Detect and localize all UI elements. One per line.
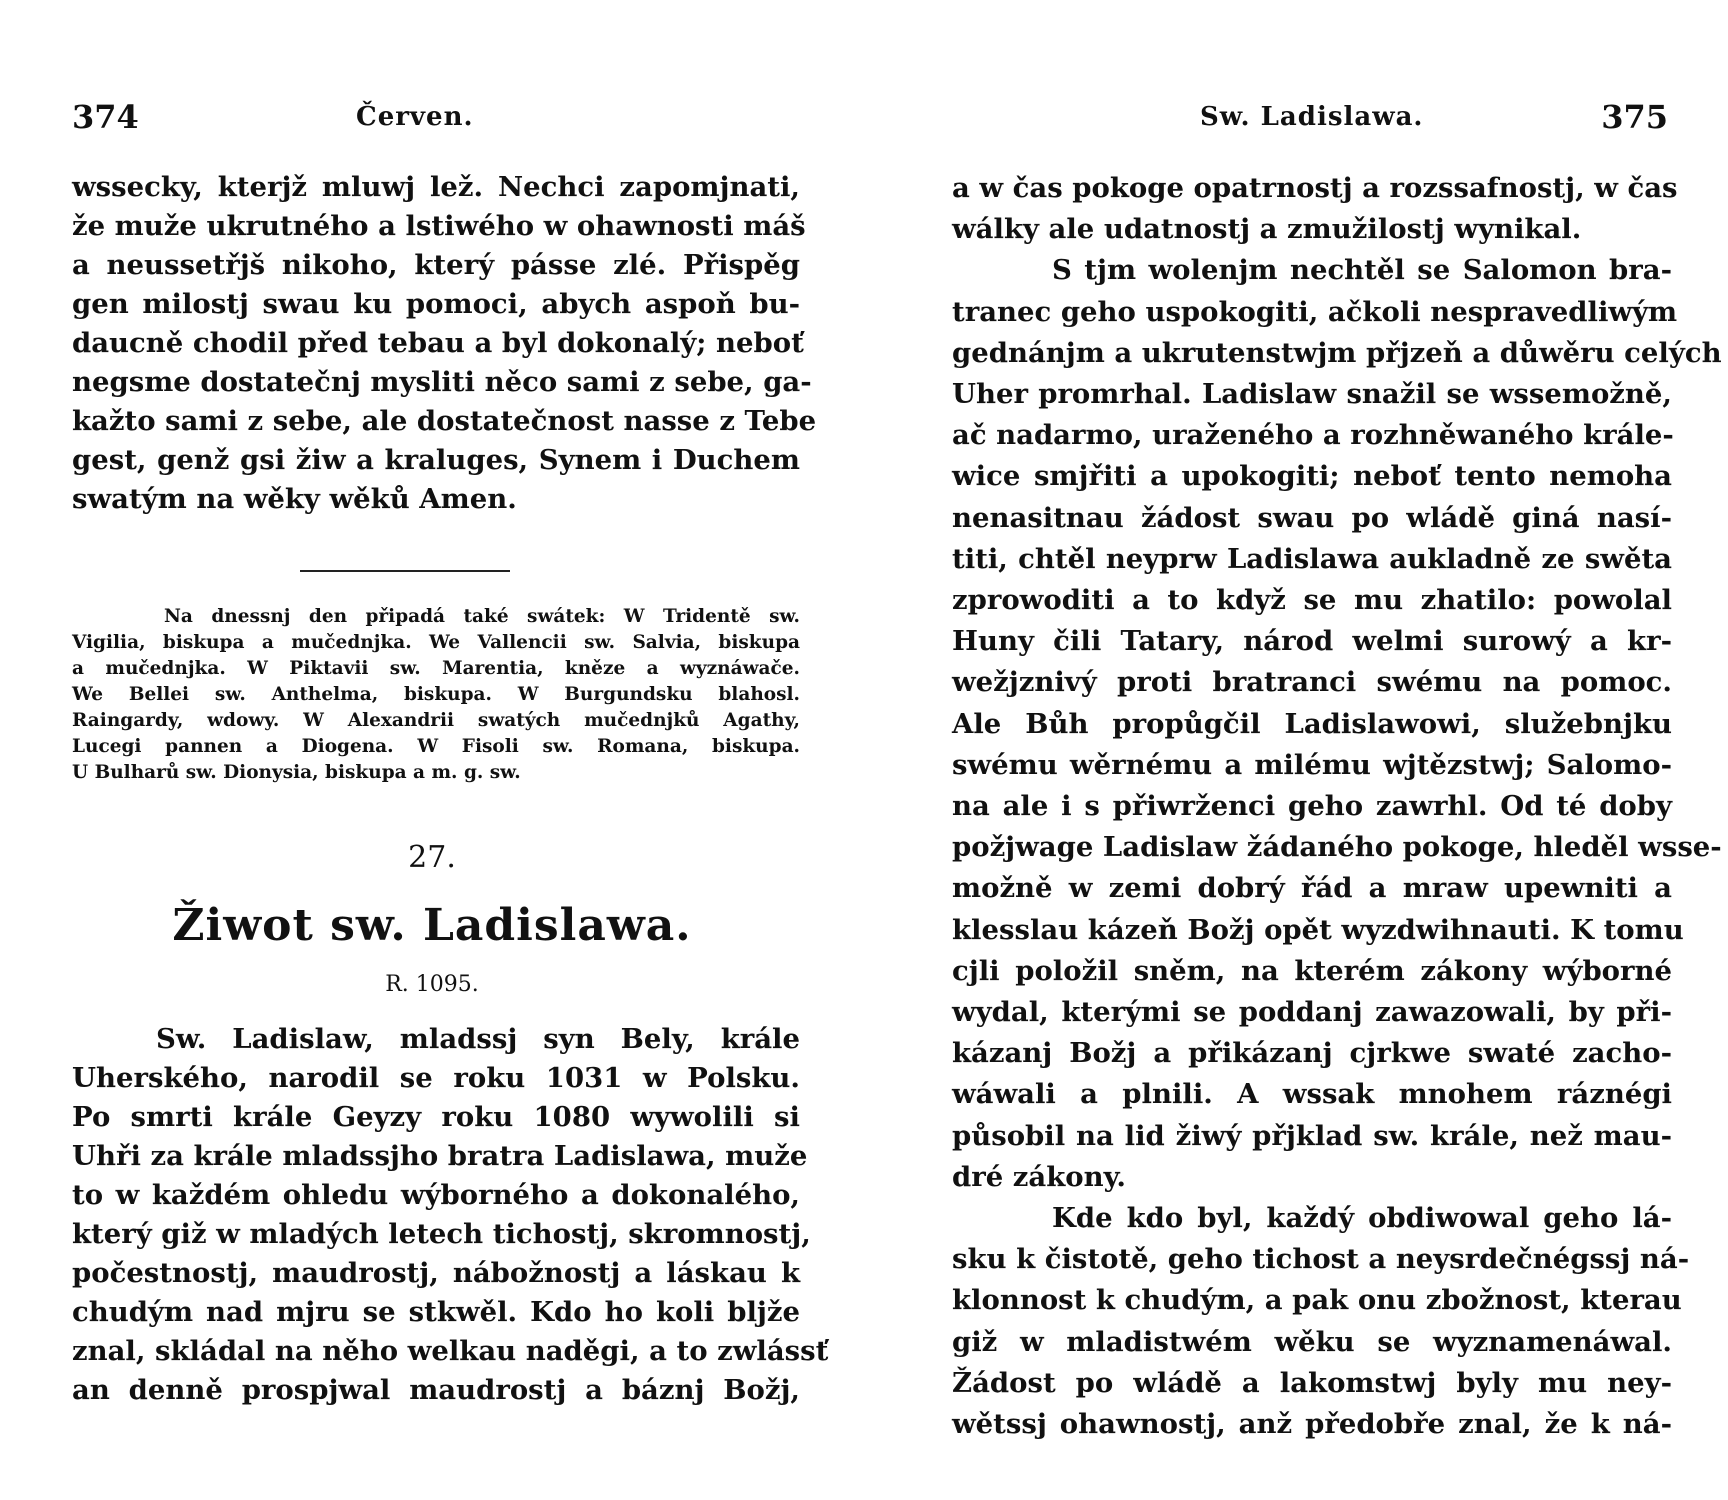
text-line: dré zákony. <box>952 1160 1127 1193</box>
note-line: Vigilia, biskupa a mučednjka. We Vallencii sw. Salvia, biskupa <box>72 632 800 653</box>
text-line: požjwage Ladislaw žádaného pokoge, hleděl wsse- <box>952 831 1722 864</box>
text-line: wětssj ohawnostj, anž předobře znal, že k ná- <box>952 1408 1672 1441</box>
text-line: Žádost po wládě a lakomstwj byly mu ney- <box>952 1366 1672 1399</box>
chapter-number: 27. <box>408 840 456 875</box>
left-top-paragraph <box>72 168 817 519</box>
running-head: Sw. Ladislawa. <box>1200 102 1424 132</box>
right-body-text <box>952 168 1722 1445</box>
text-line: chudým nad mjru se stkwěl. Kdo ho koli bljže <box>72 1296 800 1328</box>
text-line: to w každém ohledu wýborného a dokonalého, <box>72 1179 800 1211</box>
note-line: We Bellei sw. Anthelma, biskupa. W Burgundsku blahosl. <box>72 684 800 705</box>
feast-note <box>72 604 800 786</box>
right-page-header <box>864 98 1728 142</box>
text-line: sku k čistotě, geho tichost a neysrdečnégssj ná- <box>952 1243 1690 1276</box>
left-bottom-paragraph <box>72 1020 829 1410</box>
text-line: na ale i s přiwrženci geho zawrhl. Od té doby <box>952 790 1672 823</box>
text-line: že muže ukrutného a lstiwého w ohawnosti máš <box>72 210 806 242</box>
text-line: Kde kdo byl, každý obdiwowal geho lá- <box>1052 1202 1672 1235</box>
right-page <box>864 0 1728 1500</box>
text-line: Po smrti krále Geyzy roku 1080 wywolili si <box>72 1101 800 1133</box>
text-line: gednánjm a ukrutenstwjm přjzeň a důwěru celých <box>952 336 1722 369</box>
text-line: a neussetřjš nikoho, který pásse zlé. Přispěg <box>72 249 800 281</box>
text-line: Sw. Ladislaw, mladssj syn Bely, krále <box>156 1023 800 1055</box>
text-line: cjli položil sněm, na kterém zákony wýborné <box>952 954 1672 987</box>
text-line: klonnost k chudým, a pak onu zbožnost, kterau <box>952 1284 1682 1317</box>
text-line: daucně chodil před tebau a byl dokonalý; neboť <box>72 327 804 359</box>
text-line: Uhři za krále mladssjho bratra Ladislawa, muže <box>72 1140 808 1172</box>
text-line: nenasitnau žádost swau po wládě giná nasí- <box>952 501 1672 534</box>
text-line: wáwali a plnili. A wssak mnohem ráznégi <box>952 1078 1672 1111</box>
text-line: možně w zemi dobrý řád a mraw upewniti a <box>952 872 1672 905</box>
text-line: ač nadarmo, uraženého a rozhněwaného krále- <box>952 419 1674 452</box>
text-line: an denně prospjwal maudrostj a báznj Božj, <box>72 1374 800 1406</box>
text-line: počestnostj, maudrostj, nábožnostj a láskau k <box>72 1257 800 1289</box>
note-line: Raingardy, wdowy. W Alexandrii swatých mučednjků Agathy, <box>72 710 800 731</box>
text-line: Uherského, narodil se roku 1031 w Polsku. <box>72 1062 800 1094</box>
text-line: Uher promrhal. Ladislaw snažil se wssemožně, <box>952 378 1672 411</box>
page-number: 374 <box>72 98 139 136</box>
text-line: wssecky, kterjž mluwj lež. Nechci zapomjnati, <box>72 171 800 203</box>
text-line: gen milostj swau ku pomoci, abych aspoň bu- <box>72 288 800 320</box>
text-line: Huny čili Tatary, národ welmi surowý a kr- <box>952 625 1672 658</box>
text-line: kažto sami z sebe, ale dostatečnost nasse z Tebe <box>72 405 817 437</box>
section-divider <box>300 570 510 572</box>
text-line: a w čas pokoge opatrnostj a rozssafnostj, w čas <box>952 172 1678 204</box>
text-line: swému wěrnému a milému wjtězstwj; Salomo- <box>952 748 1672 781</box>
text-line: gest, genž gsi žiw a kraluges, Synem i Duchem <box>72 444 800 476</box>
chapter-year: R. 1095. <box>385 972 479 997</box>
text-line: tranec geho uspokogiti, ačkoli nespravedliwým <box>952 295 1678 328</box>
text-line: kázanj Božj a přikázanj cjrkwe swaté zacho- <box>952 1037 1672 1070</box>
left-page-header <box>0 98 864 142</box>
text-line: wice smjřiti a upokogiti; neboť tento nemoha <box>952 460 1672 493</box>
chapter-title: Žiwot sw. Ladislawa. <box>172 900 692 951</box>
text-line: wydal, kterými se poddanj zawazowali, by při- <box>952 996 1672 1029</box>
text-line: který giž w mladých letech tichostj, skromnostj, <box>72 1218 811 1250</box>
text-line: titi, chtěl neyprw Ladislawa aukladně ze swěta <box>952 542 1672 575</box>
text-line: S tjm wolenjm nechtěl se Salomon bra- <box>1052 254 1672 287</box>
text-line: giž w mladistwém wěku se wyznamenáwal. <box>952 1325 1672 1358</box>
page-number: 375 <box>1601 98 1668 136</box>
text-line: swatým na wěky wěků Amen. <box>72 483 517 515</box>
text-line: wežjznivý proti bratranci swému na pomoc. <box>952 666 1672 699</box>
note-line: U Bulharů sw. Dionysia, biskupa a m. g. sw. <box>72 762 521 783</box>
text-line: Ale Bůh propůgčil Ladislawowi, služebnjku <box>952 707 1672 740</box>
running-head: Červen. <box>356 102 474 132</box>
text-line: negsme dostatečnj mysliti něco sami z sebe, ga- <box>72 366 812 398</box>
text-line: působil na lid žiwý přjklad sw. krále, než mau- <box>952 1119 1672 1152</box>
note-line: a mučednjka. W Piktavii sw. Marentia, kněze a wyznáwače. <box>72 658 800 679</box>
text-line: klesslau kázeň Božj opět wyzdwihnauti. K tomu <box>952 913 1684 946</box>
note-line: Na dnessnj den připadá také swátek: W Tridentě sw. <box>164 606 800 627</box>
text-line: wálky ale udatnostj a zmužilostj wynikal. <box>952 213 1582 246</box>
text-line: zprowoditi a to když se mu zhatilo: powolal <box>952 584 1672 617</box>
note-line: Lucegi pannen a Diogena. W Fisoli sw. Romana, biskupa. <box>72 736 800 757</box>
text-line: znal, skládal na něho welkau naděgi, a to zwlássť <box>72 1335 829 1367</box>
